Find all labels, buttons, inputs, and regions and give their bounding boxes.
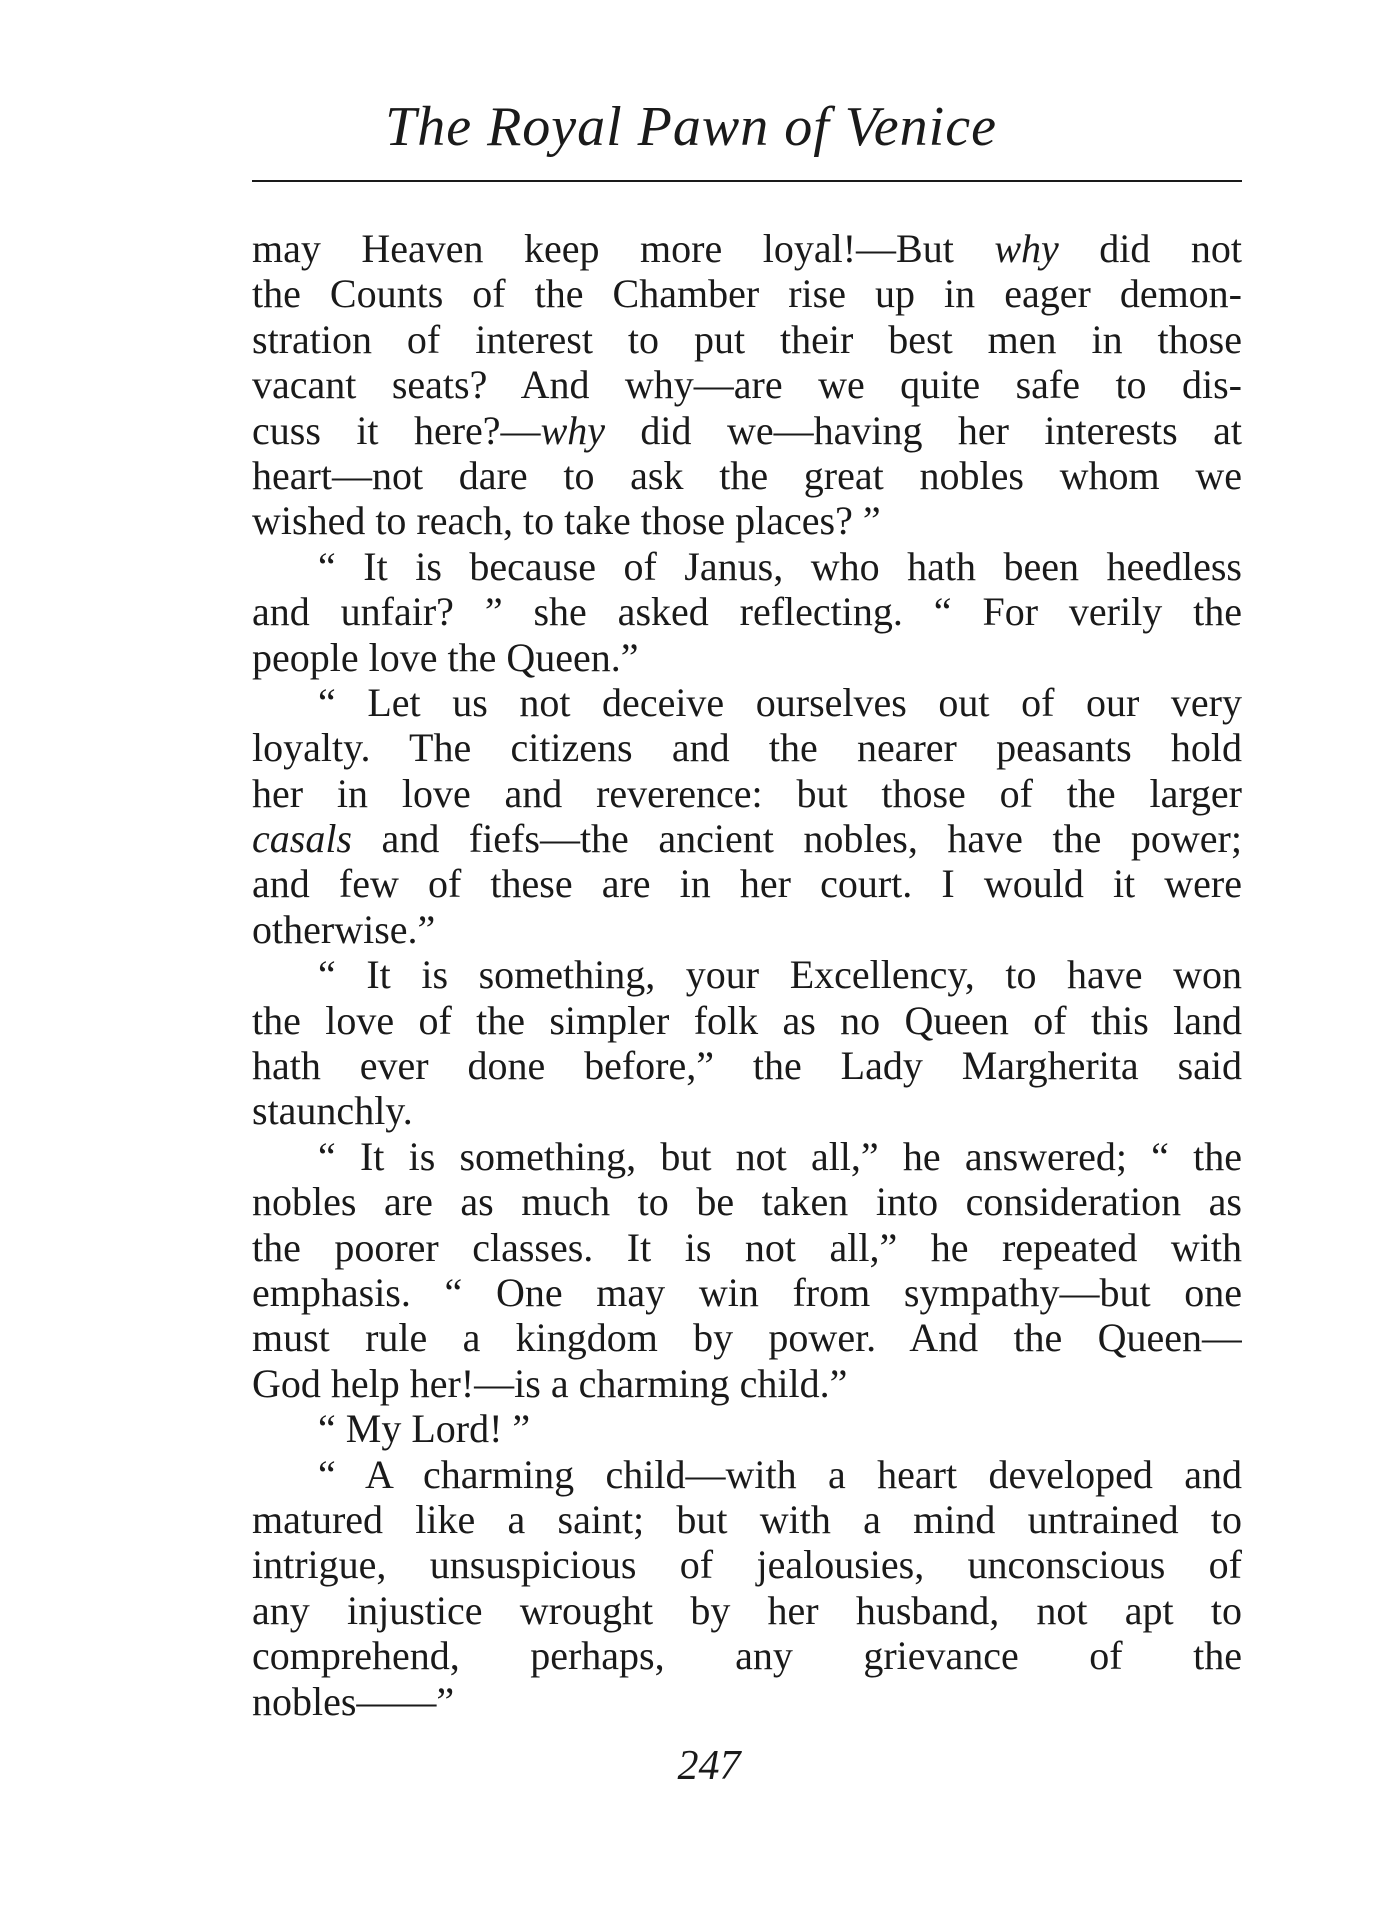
text-segment: the Counts of the Chamber rise up in eager demon- — [252, 271, 1242, 317]
text-segment: did not — [1058, 226, 1242, 271]
text-segment: emphasis. “ One may win from sympathy—but one — [252, 1269, 1242, 1315]
text-segment: matured like a saint; but with a mind untrained to — [252, 1496, 1242, 1542]
text-line — [252, 362, 1242, 407]
text-line — [252, 544, 1242, 589]
italic-word: why — [540, 407, 605, 453]
text-segment: staunchly. — [252, 1088, 413, 1134]
text-line — [252, 1588, 1242, 1633]
italic-word: casals — [252, 816, 352, 862]
text-segment: “ It is something, but not all,” he answered; “ the — [318, 1133, 1242, 1179]
text-line — [252, 1043, 1242, 1088]
text-segment: “ It is because of Janus, who hath been heedless — [318, 543, 1242, 589]
page-number: 247 — [677, 1743, 741, 1789]
text-segment: may Heaven keep more loyal!—But — [252, 226, 995, 271]
text-line — [252, 226, 1242, 271]
text-line — [252, 1361, 1242, 1406]
text-line — [252, 1633, 1242, 1678]
text-segment: did we—having her interests at — [605, 407, 1242, 453]
text-line — [252, 1452, 1242, 1497]
body-text — [252, 226, 1242, 1724]
text-line — [252, 317, 1242, 362]
text-line — [252, 861, 1242, 906]
text-segment: hath ever done before,” the Lady Margherita said — [252, 1043, 1242, 1089]
text-line — [252, 1225, 1242, 1270]
text-line — [252, 998, 1242, 1043]
text-segment: people love the Queen.” — [252, 634, 639, 680]
text-line — [252, 952, 1242, 997]
text-segment: the love of the simpler folk as no Queen of this land — [252, 997, 1242, 1043]
text-segment: and few of these are in her court. I would it were — [252, 861, 1242, 907]
text-line — [252, 635, 1242, 680]
text-line — [252, 816, 1242, 861]
italic-word: why — [994, 226, 1059, 271]
text-segment: nobles——” — [252, 1678, 455, 1724]
text-segment: and unfair? ” she asked reflecting. “ For verily the — [252, 589, 1242, 635]
text-segment: the poorer classes. It is not all,” he repeated with — [252, 1224, 1242, 1270]
text-line — [252, 1179, 1242, 1224]
text-segment: vacant seats? And why—are we quite safe to dis- — [252, 362, 1242, 408]
text-segment: wished to reach, to take those places? ” — [252, 498, 881, 544]
text-segment: intrigue, unsuspicious of jealousies, unconscious of — [252, 1542, 1242, 1588]
text-segment: cuss it here?— — [252, 407, 541, 453]
text-line — [252, 725, 1242, 770]
text-segment: “ It is something, your Excellency, to have won — [318, 952, 1242, 998]
text-line — [252, 1497, 1242, 1542]
text-line — [252, 271, 1242, 316]
text-segment: “ My Lord! ” — [318, 1406, 531, 1452]
text-segment: God help her!—is a charming child.” — [252, 1360, 848, 1406]
text-line — [252, 408, 1242, 453]
text-segment: her in love and reverence: but those of the larger — [252, 770, 1242, 816]
text-line — [252, 498, 1242, 543]
text-segment: “ A charming child—with a heart developed and — [318, 1451, 1242, 1497]
text-line — [252, 589, 1242, 634]
text-segment: must rule a kingdom by power. And the Queen— — [252, 1315, 1242, 1361]
text-line — [252, 1542, 1242, 1587]
text-segment: heart—not dare to ask the great nobles whom we — [252, 452, 1242, 498]
text-segment: stration of interest to put their best men in those — [252, 316, 1242, 362]
text-line — [252, 1406, 1242, 1451]
text-line — [252, 771, 1242, 816]
header-rule — [252, 180, 1242, 182]
text-line — [252, 1679, 1242, 1724]
text-line — [252, 1134, 1242, 1179]
text-line — [252, 1270, 1242, 1315]
text-line — [252, 1088, 1242, 1133]
text-segment: comprehend, perhaps, any grievance of the — [252, 1633, 1242, 1679]
text-segment: and fiefs—the ancient nobles, have the power; — [352, 816, 1242, 862]
text-segment: loyalty. The citizens and the nearer peasants hold — [252, 725, 1242, 771]
text-segment: nobles are as much to be taken into consideration as — [252, 1179, 1242, 1225]
text-line — [252, 1315, 1242, 1360]
running-title: The Royal Pawn of Venice — [385, 96, 997, 158]
text-segment: “ Let us not deceive ourselves out of our very — [318, 679, 1242, 725]
text-line — [252, 680, 1242, 725]
text-segment: otherwise.” — [252, 906, 436, 952]
text-line — [252, 907, 1242, 952]
text-segment: any injustice wrought by her husband, not apt to — [252, 1587, 1242, 1633]
text-line — [252, 453, 1242, 498]
